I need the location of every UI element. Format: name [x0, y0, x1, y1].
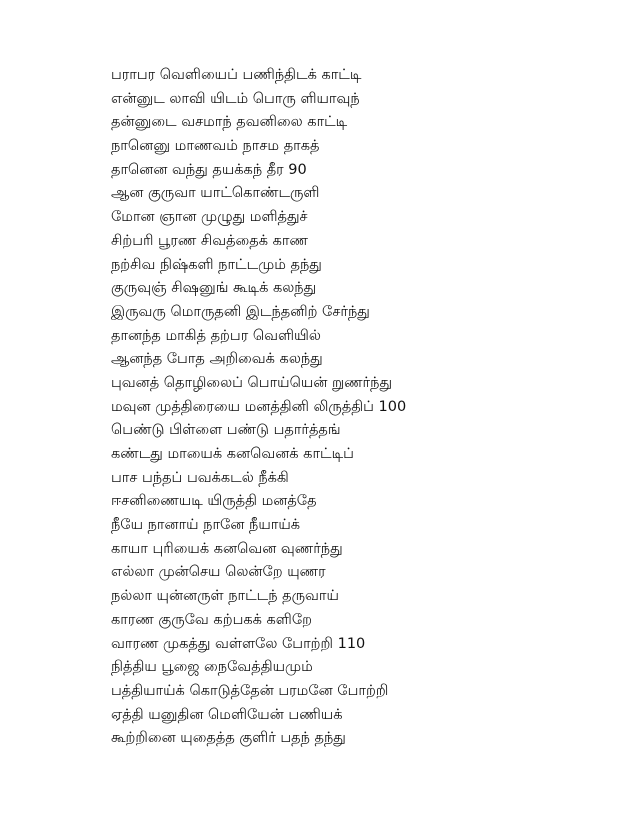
verse-line: பாச பந்தப் பவக்கடல் நீக்கி — [111, 469, 289, 486]
verse-line: பத்தியாய்க் கொடுத்தேன் பரமனே போற்றி — [111, 682, 389, 699]
verse-line: காரண குருவே கற்பகக் களிறே — [111, 611, 312, 628]
verse-line: நல்லா யுன்னருள் நாட்டந் தருவாய் — [111, 588, 339, 605]
verse-line: மோன ஞான முழுது மளித்துச் — [111, 209, 308, 226]
verse-line: எல்லா முன்செய லென்றே யுணர — [111, 564, 326, 581]
verse-line: மவுன முத்திரையை மனத்தினி லிருத்திப் 100 — [111, 398, 407, 415]
verse-line: என்னுட லாவி யிடம் பொரு ளியாவுந் — [111, 90, 360, 107]
verse-line: தானென வந்து தயக்கந் தீர 90 — [111, 161, 307, 178]
verse-line: நற்சிவ நிஷ்களி நாட்டமும் தந்து — [111, 256, 322, 273]
verse-line: நீயே நானாய் நானே நீயாய்க் — [111, 517, 301, 534]
verse-line: காயா புரியைக் கனவென வுணர்ந்து — [111, 540, 343, 557]
verse-line: பெண்டு பிள்ளை பண்டு பதார்த்தங் — [111, 422, 341, 439]
verse-line: குருவுஞ் சிஷனுங் கூடிக் கலந்து — [111, 280, 317, 297]
verse-line: ஆன குருவா யாட்கொண்டருளி — [111, 185, 320, 202]
verse-line: கூற்றினை யுதைத்த குளிர் பதந் தந்து — [111, 730, 346, 747]
verse-line: ஆனந்த போத அறிவைக் கலந்து — [111, 351, 323, 368]
verse-line: தானந்த மாகித் தற்பர வெளியில் — [111, 327, 321, 344]
verse-line: கண்டது மாயைக் கனவெனக் காட்டிப் — [111, 446, 354, 462]
verse-line: சிற்பரி பூரண சிவத்தைக் காண — [111, 232, 308, 249]
verse-line: நித்திய பூஜை நைவேத்தியமும் — [111, 659, 313, 676]
verse-line: ஈசனிணையடி யிருத்தி மனத்தே — [111, 493, 317, 510]
verse-line: நானெனு மாணவம் நாசம தாகத் — [111, 138, 320, 155]
verse-line: தன்னுடை வசமாந் தவனிலை காட்டி — [111, 114, 348, 131]
verse-line: இருவரு மொருதனி இடந்தனிற் சேர்ந்து — [111, 303, 370, 320]
verse-line: பராபர வெளியைப் பணிந்திடக் காட்டி — [111, 67, 362, 83]
verse-text — [111, 64, 406, 751]
verse-line: வாரண முகத்து வள்ளலே போற்றி 110 — [111, 635, 366, 652]
verse-line: புவனத் தொழிலைப் பொய்யென் றுணர்ந்து — [111, 374, 393, 391]
verse-line: ஏத்தி யனுதின மெளியேன் பணியக் — [111, 706, 343, 723]
